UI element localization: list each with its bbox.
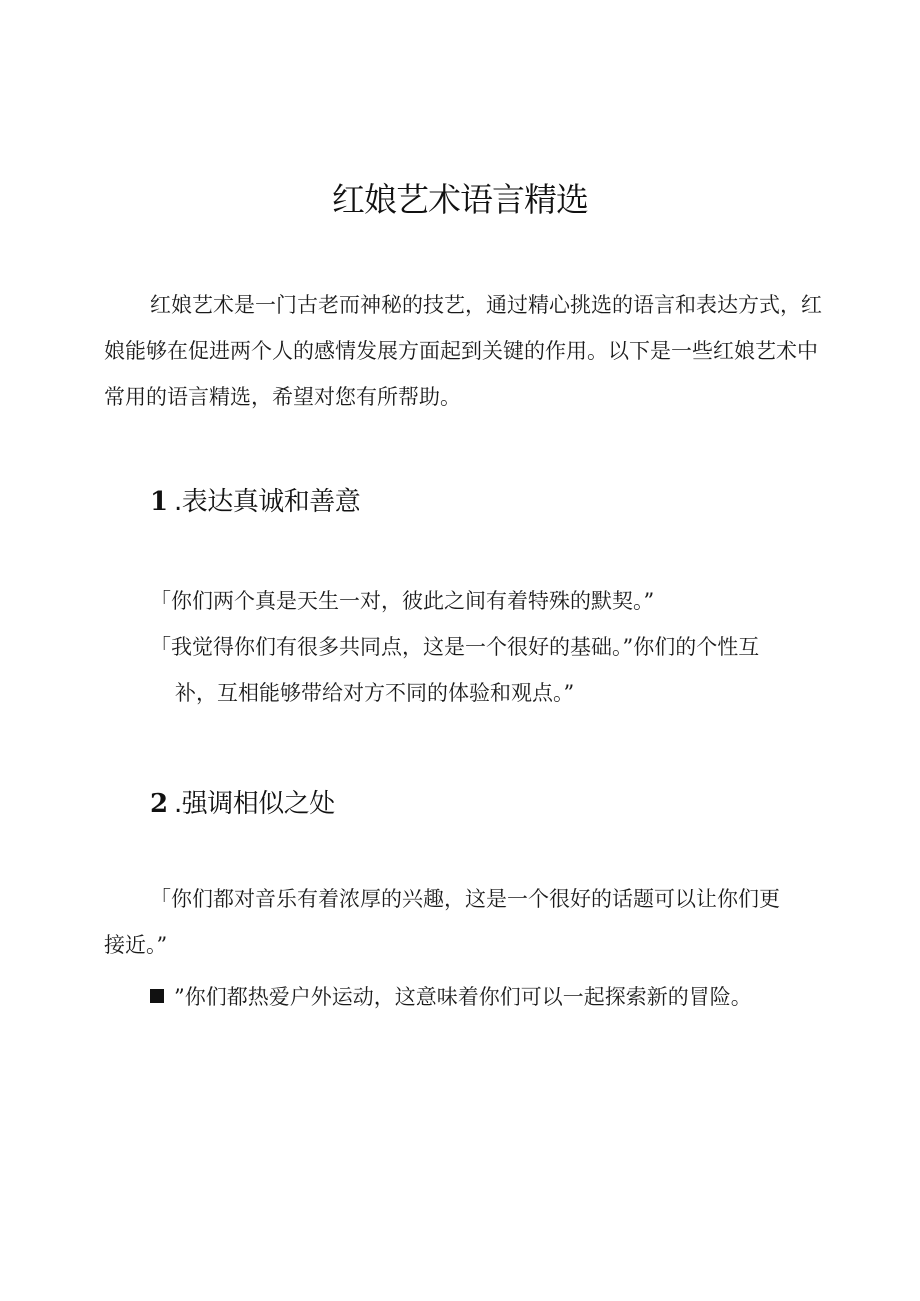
section-heading-2 [150, 786, 335, 822]
square-bullet-icon [150, 989, 164, 1003]
quote-line-continuation: 补，互相能够带给对方不同的体验和观点。” [175, 681, 575, 705]
section-title-1: .表达真诚和善意 [174, 487, 361, 517]
section-number-2: 2 [150, 789, 168, 819]
quote-line: 「我觉得你们有很多共同点，这是一个很好的基础。”你们的个性互 [150, 635, 760, 659]
quote-line: 「你们都对音乐有着浓厚的兴趣，这是一个很好的话题可以让你们更 [150, 887, 780, 911]
bullet-quote-text: ”你们都热爱户外运动，这意味着你们可以一起探索新的冒险。 [174, 985, 752, 1009]
bullet-quote-line [150, 974, 752, 1020]
section-title-2: .强调相似之处 [174, 789, 335, 819]
quote-line: 「你们两个真是天生一对，彼此之间有着特殊的默契。” [150, 589, 655, 613]
page-title: 红娘艺术语言精选 [332, 180, 588, 219]
quote-line-continuation: 接近。” [104, 933, 168, 957]
intro-paragraph: 红娘艺术是一门古老而神秘的技艺，通过精心挑选的语言和表达方式，红娘能够在促进两个人的感情发展方面起到关键的作用。以下是一些红娘艺术中常用的语言精选，希望对您有所帮助。 [104, 293, 822, 409]
section-number-1: 1 [150, 487, 168, 517]
section-heading-1 [150, 484, 360, 520]
